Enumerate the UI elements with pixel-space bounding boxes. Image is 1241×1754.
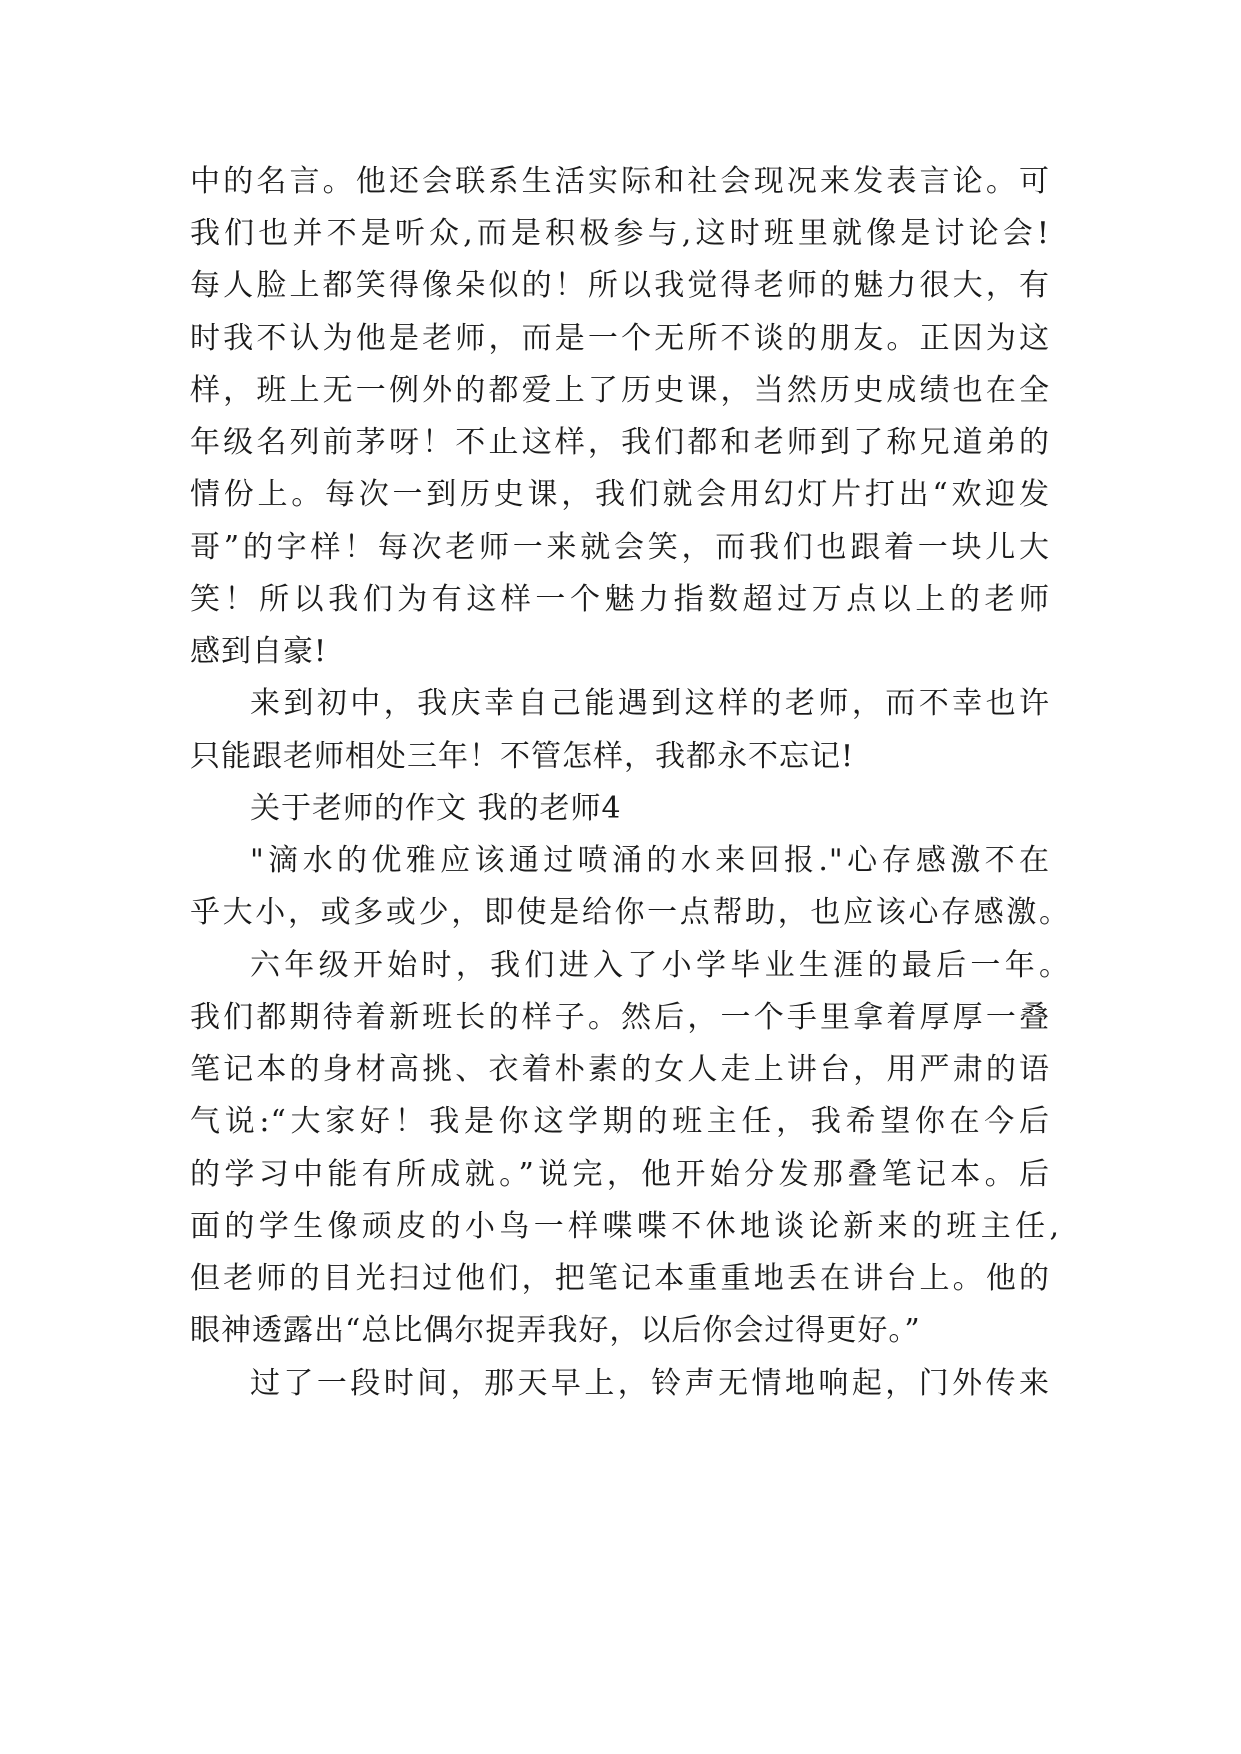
text-line: 年级名列前茅呀！不止这样，我们都和老师到了称兄道弟的 bbox=[190, 425, 1050, 460]
text-line: 情份上。每次一到历史课，我们就会用幻灯片打出“欢迎发 bbox=[190, 477, 1050, 512]
paragraph-first-line: "滴水的优雅应该通过喷涌的水来回报."心存感激不在 bbox=[250, 843, 1050, 878]
text-line: 感到自豪! bbox=[190, 634, 328, 669]
text-line: 的学习中能有所成就。”说完，他开始分发那叠笔记本。后 bbox=[190, 1157, 1050, 1192]
text-line: 乎大小，或多或少，即使是给你一点帮助，也应该心存感激。 bbox=[190, 895, 1070, 930]
text-line: 眼神透露出“总比偶尔捉弄我好，以后你会过得更好。” bbox=[190, 1313, 921, 1348]
text-line: 但老师的目光扫过他们，把笔记本重重地丢在讲台上。他的 bbox=[190, 1261, 1050, 1296]
text-line: 样，班上无一例外的都爱上了历史课，当然历史成绩也在全 bbox=[190, 373, 1050, 408]
text-line: 每人脸上都笑得像朵似的！所以我觉得老师的魅力很大，有 bbox=[190, 268, 1050, 303]
text-line: 我们也并不是听众,而是积极参与,这时班里就像是讨论会! bbox=[190, 216, 1050, 251]
text-line: 时我不认为他是老师，而是一个无所不谈的朋友。正因为这 bbox=[190, 321, 1050, 356]
paragraph-first-line: 过了一段时间，那天早上，铃声无情地响起，门外传来 bbox=[250, 1366, 1050, 1401]
text-line: 笔记本的身材高挑、衣着朴素的女人走上讲台，用严肃的语 bbox=[190, 1052, 1050, 1087]
text-line: 哥”的字样！每次老师一来就会笑，而我们也跟着一块儿大 bbox=[190, 530, 1050, 565]
text-line: 中的名言。他还会联系生活实际和社会现况来发表言论。可 bbox=[190, 164, 1050, 199]
paragraph-first-line: 来到初中，我庆幸自己能遇到这样的老师，而不幸也许 bbox=[250, 686, 1050, 721]
text-line: 笑！所以我们为有这样一个魅力指数超过万点以上的老师 bbox=[190, 582, 1050, 617]
text-line: 气说:“大家好！我是你这学期的班主任，我希望你在今后 bbox=[190, 1104, 1050, 1139]
paragraph-first-line: 六年级开始时，我们进入了小学毕业生涯的最后一年。 bbox=[250, 948, 1070, 983]
text-line: 面的学生像顽皮的小鸟一样喋喋不休地谈论新来的班主任, bbox=[190, 1209, 1060, 1244]
text-line: 我们都期待着新班长的样子。然后，一个手里拿着厚厚一叠 bbox=[190, 1000, 1050, 1035]
section-heading: 关于老师的作文 我的老师4 bbox=[250, 791, 622, 826]
text-line: 只能跟老师相处三年！不管怎样，我都永不忘记! bbox=[190, 739, 855, 774]
